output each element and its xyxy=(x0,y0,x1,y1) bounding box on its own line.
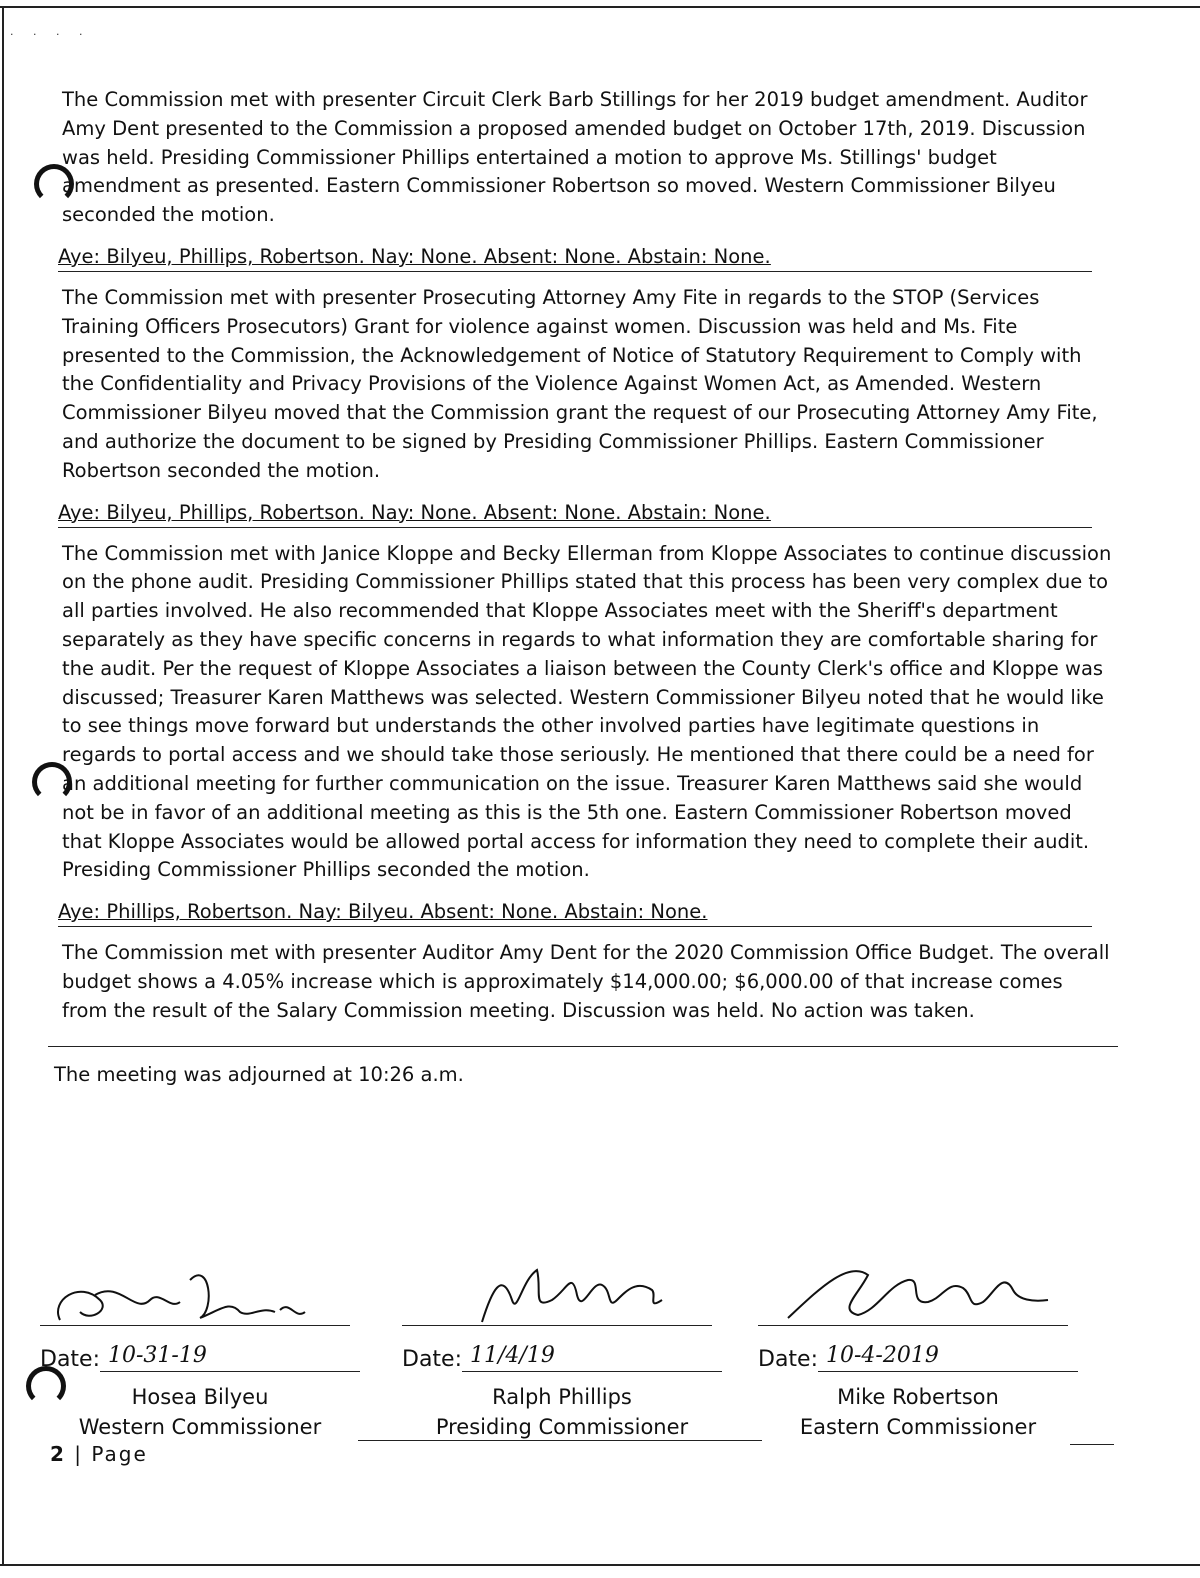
signer-name: Ralph Phillips xyxy=(492,1385,632,1409)
signature-block-bilyeu xyxy=(40,1240,360,1442)
decorative-line xyxy=(1070,1444,1114,1445)
date-value: 10-4-2019 xyxy=(818,1341,1078,1372)
adjournment-note: The meeting was adjourned at 10:26 a.m. xyxy=(54,1062,464,1086)
page-word: Page xyxy=(91,1442,148,1466)
page-border-bottom xyxy=(0,1564,1200,1566)
handwritten-signature-icon xyxy=(40,1240,360,1332)
signer-name: Hosea Bilyeu xyxy=(131,1385,269,1409)
signer-name: Mike Robertson xyxy=(837,1385,999,1409)
minutes-paragraph-3: The Commission met with Janice Kloppe and Becky Ellerman from Kloppe Associates to continue discussion on the phone audit. Presiding Commissioner Phillips stated that this process has been very complex due to all parties involved. He also recommended that Kloppe Associates meet with the Sheriff's department separately as they have specific concerns in regards to what information they are comfortable sharing for the audit. Per the request of Kloppe Associates a liaison between the County Clerk's office and Kloppe was discussed; Treasurer Karen Matthews was selected. Western Commissioner Bilyeu noted that he would like to see things move forward but understands the other involved parties have legitimate questions in regards to portal access and we should take those seriously. He mentioned that there could be a need for an additional meeting for further communication on the issue. Treasurer Karen Matthews said she would not be in favor of an additional meeting as this is the 5th one. Eastern Commissioner Robertson moved that Kloppe Associates would be allowed portal access for information they need to complete their audit. Presiding Commissioner Phillips seconded the motion. xyxy=(62,541,1112,882)
minutes-paragraph-2: The Commission met with presenter Prosecuting Attorney Amy Fite in regards to the STOP (Services Training Officers Prosecutors) Grant for violence against women. Discussion was held and Ms. Fite presented to the Commission, the Acknowledgement of Notice of Statutory Requirement to Comply with the Confidentiality and Privacy Provisions of the Violence Against Women Act, as Amended. Western Commissioner Bilyeu moved that the Commission grant the request of our Prosecuting Attorney Amy Fite, and authorize the document to be signed by Presiding Commissioner Phillips. Eastern Commissioner Robertson seconded the motion. xyxy=(62,285,1098,482)
signature-area xyxy=(758,1240,1078,1332)
signature-area xyxy=(402,1240,722,1332)
signer-title: Presiding Commissioner xyxy=(435,1415,689,1439)
date-row xyxy=(758,1338,1078,1372)
decorative-line xyxy=(358,1440,762,1441)
date-value: 10-31-19 xyxy=(100,1341,360,1372)
signature-line xyxy=(402,1325,712,1326)
signature-area xyxy=(40,1240,360,1332)
date-label: Date: xyxy=(402,1347,462,1372)
page-number: 2 xyxy=(50,1442,66,1466)
vote-record-1: Aye: Bilyeu, Phillips, Robertson. Nay: None. Absent: None. Abstain: None. xyxy=(58,244,1092,272)
date-label: Date: xyxy=(758,1347,818,1372)
signer-title: Eastern Commissioner xyxy=(799,1415,1037,1439)
date-row xyxy=(40,1338,360,1372)
vote-record-2: Aye: Bilyeu, Phillips, Robertson. Nay: None. Absent: None. Abstain: None. xyxy=(58,500,1092,528)
signer-title: Western Commissioner xyxy=(78,1415,322,1439)
handwritten-signature-icon xyxy=(402,1240,722,1332)
signature-block-robertson xyxy=(758,1240,1078,1442)
signature-block-phillips xyxy=(402,1240,722,1442)
page-footer xyxy=(50,1442,148,1466)
minutes-body xyxy=(54,86,1112,1089)
date-value: 11/4/19 xyxy=(462,1341,722,1372)
date-row xyxy=(402,1338,722,1372)
date-label: Date: xyxy=(40,1347,100,1372)
page-separator: | xyxy=(74,1442,84,1466)
scan-specks: · · · · xyxy=(10,28,91,41)
signature-line xyxy=(758,1325,1068,1326)
minutes-paragraph-1: The Commission met with presenter Circuit Clerk Barb Stillings for her 2019 budget amendment. Auditor Amy Dent presented to the Commission a proposed amended budget on October 17th, 2019. Discussion was held. Presiding Commissioner Phillips entertained a motion to approve Ms. Stillings' budget amendment as presented. Eastern Commissioner Robertson so moved. Western Commissioner Bilyeu seconded the motion. xyxy=(62,88,1088,227)
vote-record-3: Aye: Phillips, Robertson. Nay: Bilyeu. Absent: None. Abstain: None. xyxy=(58,899,1092,927)
page-border-top xyxy=(0,6,1200,8)
divider xyxy=(48,1046,1118,1047)
minutes-paragraph-4: The Commission met with presenter Auditor Amy Dent for the 2020 Commission Office Budget. The overall budget shows a 4.05% increase which is approximately $14,000.00; $6,000.00 of that increase comes from the result of the Salary Commission meeting. Discussion was held. No action was taken. xyxy=(62,941,1110,1022)
page-border-left xyxy=(2,6,4,1566)
handwritten-signature-icon xyxy=(758,1240,1078,1332)
signature-line xyxy=(40,1325,350,1326)
